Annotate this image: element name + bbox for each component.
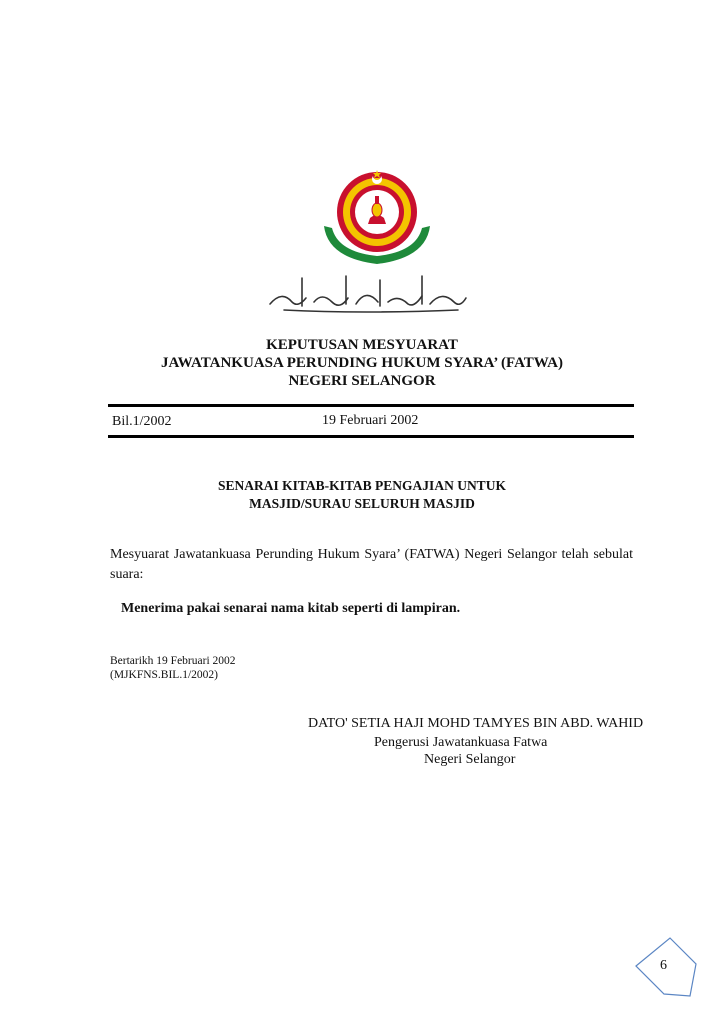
jabatan-mufti-logo bbox=[318, 166, 436, 270]
bottom-rule bbox=[108, 435, 634, 438]
signatory-state: Negeri Selangor bbox=[424, 752, 516, 767]
title-line-3: NEGERI SELANGOR bbox=[288, 373, 436, 389]
reference-note: (MJKFNS.BIL.1/2002) bbox=[110, 669, 218, 681]
body-paragraph: Mesyuarat Jawatankuasa Perunding Hukum Syara’ (FATWA) Negeri Selangor telah sebulat suara: bbox=[110, 547, 633, 582]
bil-number: Bil.1/2002 bbox=[112, 414, 172, 429]
top-rule bbox=[108, 404, 634, 407]
subject-line-2: MASJID/SURAU SELURUH MASJID bbox=[249, 496, 475, 511]
title-line-2: JAWATANKUASA PERUNDING HUKUM SYARA’ (FATWA) bbox=[161, 355, 563, 371]
page-number: 6 bbox=[660, 958, 667, 973]
dated-note: Bertarikh 19 Februari 2002 bbox=[110, 655, 236, 667]
decision-text: Menerima pakai senarai nama kitab seperti di lampiran. bbox=[121, 601, 461, 616]
signatory-name: DATO' SETIA HAJI MOHD TAMYES BIN ABD. WAHID bbox=[308, 716, 644, 731]
subject-line-1: SENARAI KITAB-KITAB PENGAJIAN UNTUK bbox=[218, 478, 506, 493]
meeting-date: 19 Februari 2002 bbox=[322, 413, 419, 428]
jawi-calligraphy bbox=[262, 268, 472, 316]
title-line-1: KEPUTUSAN MESYUARAT bbox=[266, 337, 458, 353]
signatory-title: Pengerusi Jawatankuasa Fatwa bbox=[374, 735, 548, 750]
